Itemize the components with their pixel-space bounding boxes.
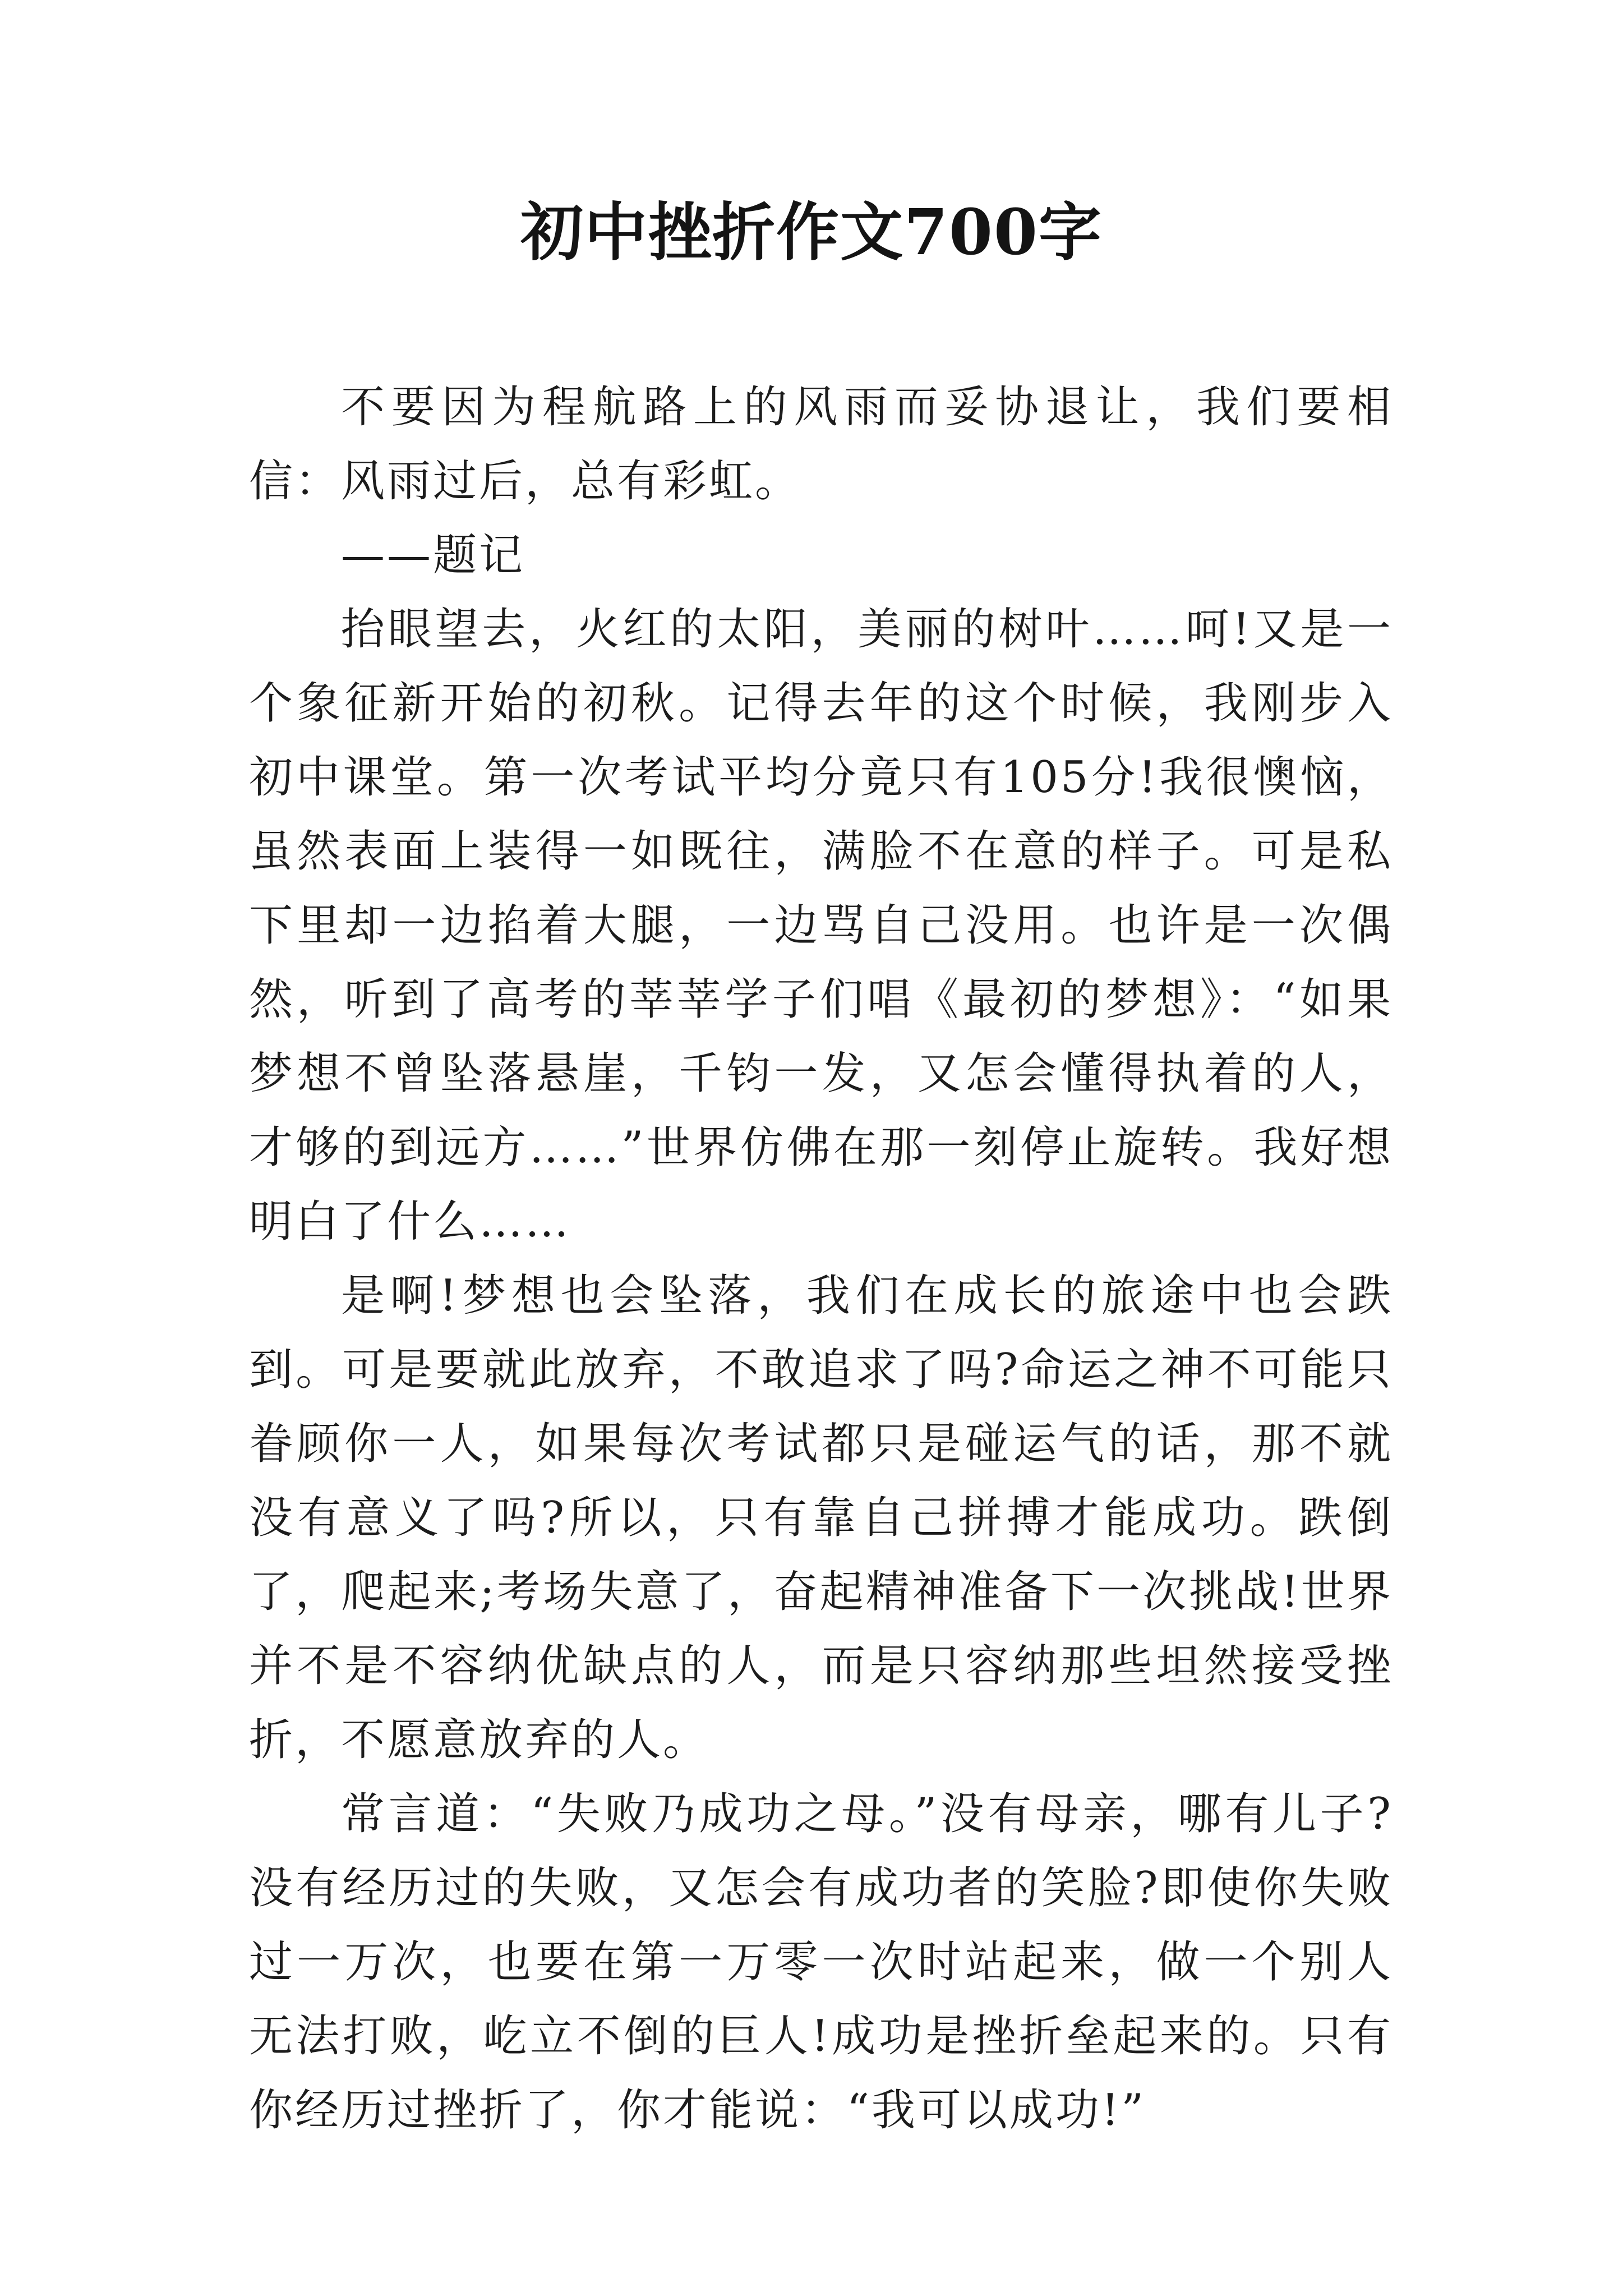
essay-body — [249, 370, 1393, 2147]
paragraph-epigraph-attribution: ——题记 — [341, 530, 525, 581]
page-title: 初中挫折作文700字 — [520, 196, 1103, 269]
paragraph-1: 抬眼望去，火红的太阳，美丽的树叶……呵!又是一个象征新开始的初秋。记得去年的这个时候，我刚步入初中课堂。第一次考试平均分竟只有105分!我很懊恼，虽然表面上装得一如既往，满脸不在意的样子。可是私下里却一边掐着大腿，一边骂自己没用。也许是一次偶然，听到了高考的莘莘学子们唱《最初的梦想》：“如果梦想不曾坠落悬崖，千钧一发，又怎会懂得执着的人，才够的到远方……”世界仿佛在那一刻停止旋转。我好想明白了什么…… — [249, 604, 1393, 1247]
paragraph-intro: 不要因为程航路上的风雨而妥协退让，我们要相信：风雨过后，总有彩虹。 — [249, 382, 1393, 507]
paragraph-3: 常言道：“失败乃成功之母。”没有母亲，哪有儿子?没有经历过的失败，又怎会有成功者的笑脸?即使你失败过一万次，也要在第一万零一次时站起来，做一个别人无法打败，屹立不倒的巨人!成功是挫折垒起来的。只有你经历过挫折了，你才能说：“我可以成功!” — [249, 1789, 1393, 2136]
paragraph-2: 是啊!梦想也会坠落，我们在成长的旅途中也会跌到。可是要就此放弃，不敢追求了吗?命运之神不可能只眷顾你一人，如果每次考试都只是碰运气的话，那不就没有意义了吗?所以，只有靠自己拼搏才能成功。跌倒了，爬起来;考场失意了，奋起精神准备下一次挑战!世界并不是不容纳优缺点的人，而是只容纳那些坦然接受挫折，不愿意放弃的人。 — [249, 1271, 1393, 1765]
